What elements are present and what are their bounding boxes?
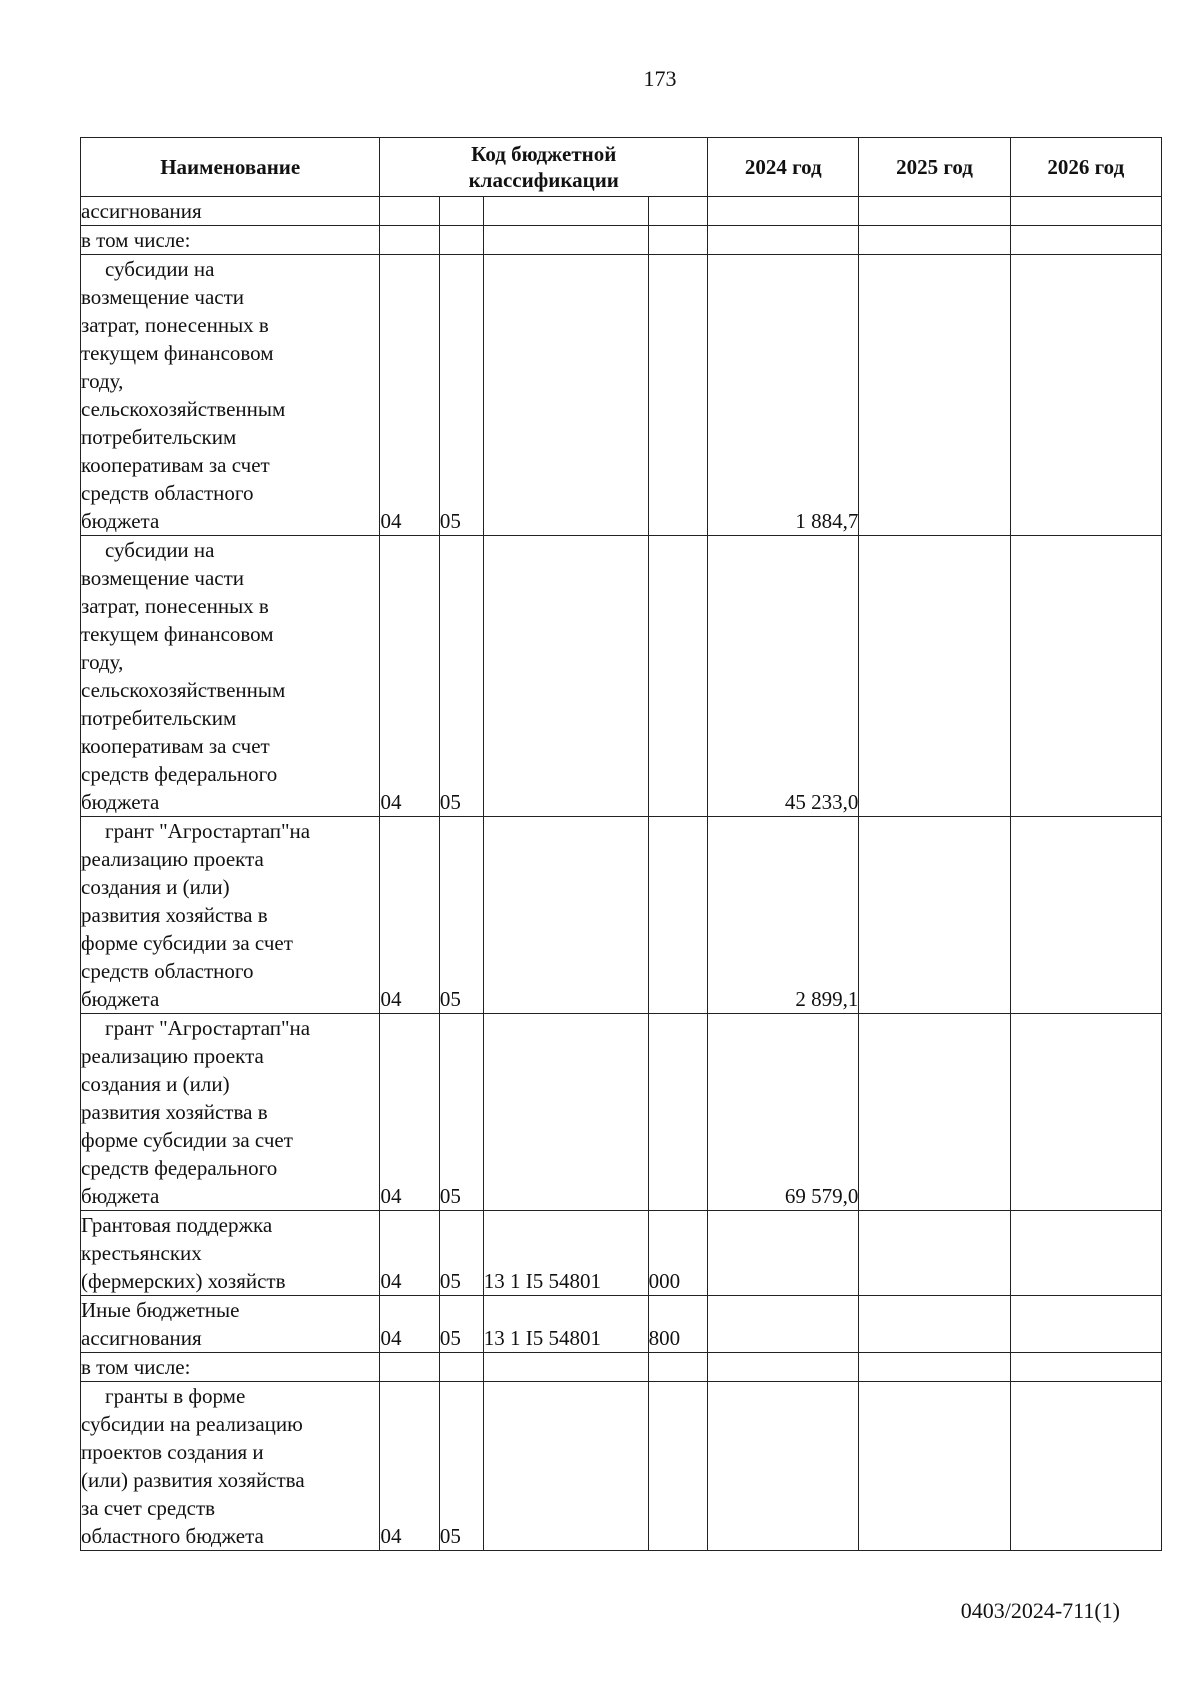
value-2024: 69 579,0 xyxy=(708,1014,859,1211)
table-row xyxy=(81,817,1162,1014)
value-2025 xyxy=(859,1211,1010,1296)
row-name-line: субсидии на xyxy=(105,257,215,281)
code-subsection: 05 xyxy=(439,1014,483,1211)
value-2025 xyxy=(859,226,1010,255)
row-name-line: потребительским xyxy=(81,706,237,730)
code-subsection: 05 xyxy=(439,1382,483,1551)
code-subsection: 05 xyxy=(439,536,483,817)
code-expense-type xyxy=(648,817,708,1014)
value-2025 xyxy=(859,817,1010,1014)
value-2026 xyxy=(1010,1382,1161,1551)
code-section: 04 xyxy=(380,1211,439,1296)
row-name-line: Иные бюджетные xyxy=(81,1298,240,1322)
row-name-line: Грантовая поддержка xyxy=(81,1213,273,1237)
code-subsection: 05 xyxy=(439,255,483,536)
table-header-row xyxy=(81,138,1162,197)
row-name-line: (или) развития хозяйства xyxy=(81,1468,305,1492)
code-target-item xyxy=(483,197,648,226)
code-section: 04 xyxy=(380,1014,439,1211)
code-subsection: 05 xyxy=(439,1211,483,1296)
table-row xyxy=(81,197,1162,226)
value-2024 xyxy=(708,1382,859,1551)
value-2025 xyxy=(859,255,1010,536)
value-2025 xyxy=(859,1382,1010,1551)
row-name-line: создания и (или) xyxy=(81,875,230,899)
header-2026: 2026 год xyxy=(1010,138,1161,197)
code-target-item xyxy=(483,255,648,536)
page-number: 173 xyxy=(643,66,677,91)
row-name-line: развития хозяйства в xyxy=(81,1100,268,1124)
row-name-line: потребительским xyxy=(81,425,237,449)
row-name-line: кооперативам за счет xyxy=(81,734,270,758)
code-expense-type xyxy=(648,255,708,536)
code-expense-type xyxy=(648,1014,708,1211)
row-name xyxy=(81,226,380,255)
row-name-line: средств областного xyxy=(81,481,254,505)
row-name-line: грант "Агростартап"на xyxy=(105,1016,311,1040)
row-name xyxy=(81,1353,380,1382)
value-2025 xyxy=(859,197,1010,226)
row-name-line: бюджета xyxy=(81,1184,160,1208)
value-2026 xyxy=(1010,817,1161,1014)
code-expense-type: 800 xyxy=(648,1296,708,1353)
row-name-line: году, xyxy=(81,650,124,674)
header-2025: 2025 год xyxy=(859,138,1010,197)
code-target-item: 13 1 I5 54801 xyxy=(483,1211,648,1296)
row-name-line: в том числе: xyxy=(81,1355,191,1379)
row-name-line: областного бюджета xyxy=(81,1524,264,1548)
value-2024 xyxy=(708,1211,859,1296)
table-row xyxy=(81,1296,1162,1353)
code-target-item xyxy=(483,817,648,1014)
code-expense-type xyxy=(648,197,708,226)
row-name-line: средств федерального xyxy=(81,1156,278,1180)
header-code: Код бюджетной классификации xyxy=(380,138,708,197)
row-name-line: средств областного xyxy=(81,959,254,983)
row-name xyxy=(81,1382,380,1551)
value-2024: 45 233,0 xyxy=(708,536,859,817)
row-name-line: развития хозяйства в xyxy=(81,903,268,927)
row-name-line: ассигнования xyxy=(81,199,202,223)
budget-table xyxy=(80,137,1162,1551)
code-section: 04 xyxy=(380,817,439,1014)
header-2024: 2024 год xyxy=(708,138,859,197)
table-row xyxy=(81,1211,1162,1296)
table-row xyxy=(81,1382,1162,1551)
value-2026 xyxy=(1010,226,1161,255)
row-name-line: форме субсидии за счет xyxy=(81,1128,293,1152)
row-name-line: проектов создания и xyxy=(81,1440,264,1464)
code-target-item xyxy=(483,1353,648,1382)
row-name-line: грант "Агростартап"на xyxy=(105,819,311,843)
row-name-line: сельскохозяйственным xyxy=(81,397,286,421)
row-name xyxy=(81,255,380,536)
code-expense-type xyxy=(648,536,708,817)
row-name-line: гранты в форме xyxy=(105,1384,246,1408)
row-name-line: субсидии на xyxy=(105,538,215,562)
row-name-line: бюджета xyxy=(81,509,160,533)
row-name xyxy=(81,1296,380,1353)
value-2024 xyxy=(708,1296,859,1353)
row-name xyxy=(81,197,380,226)
header-name: Наименование xyxy=(81,138,380,197)
row-name-line: затрат, понесенных в xyxy=(81,594,269,618)
code-expense-type xyxy=(648,226,708,255)
code-section: 04 xyxy=(380,1296,439,1353)
value-2024: 2 899,1 xyxy=(708,817,859,1014)
value-2025 xyxy=(859,1353,1010,1382)
row-name-line: реализацию проекта xyxy=(81,847,264,871)
code-section xyxy=(380,1353,439,1382)
row-name-line: году, xyxy=(81,369,124,393)
code-subsection xyxy=(439,226,483,255)
code-section xyxy=(380,197,439,226)
row-name-line: за счет средств xyxy=(81,1496,216,1520)
value-2025 xyxy=(859,1014,1010,1211)
row-name xyxy=(81,1211,380,1296)
value-2026 xyxy=(1010,536,1161,817)
value-2026 xyxy=(1010,255,1161,536)
row-name-line: бюджета xyxy=(81,987,160,1011)
code-subsection xyxy=(439,197,483,226)
value-2025 xyxy=(859,1296,1010,1353)
value-2026 xyxy=(1010,1014,1161,1211)
code-subsection: 05 xyxy=(439,817,483,1014)
value-2026 xyxy=(1010,1353,1161,1382)
code-subsection: 05 xyxy=(439,1296,483,1353)
code-section: 04 xyxy=(380,1382,439,1551)
table-row xyxy=(81,1014,1162,1211)
code-expense-type: 000 xyxy=(648,1211,708,1296)
value-2024 xyxy=(708,1353,859,1382)
row-name-line: (фермерских) хозяйств xyxy=(81,1269,286,1293)
row-name xyxy=(81,1014,380,1211)
row-name xyxy=(81,536,380,817)
row-name-line: сельскохозяйственным xyxy=(81,678,286,702)
value-2024 xyxy=(708,197,859,226)
row-name-line: форме субсидии за счет xyxy=(81,931,293,955)
row-name-line: ассигнования xyxy=(81,1326,202,1350)
row-name xyxy=(81,817,380,1014)
code-target-item xyxy=(483,1382,648,1551)
row-name-line: затрат, понесенных в xyxy=(81,313,269,337)
code-target-item xyxy=(483,226,648,255)
value-2026 xyxy=(1010,197,1161,226)
value-2026 xyxy=(1010,1211,1161,1296)
row-name-line: реализацию проекта xyxy=(81,1044,264,1068)
code-target-item xyxy=(483,1014,648,1211)
row-name-line: создания и (или) xyxy=(81,1072,230,1096)
value-2025 xyxy=(859,536,1010,817)
document-code: 0403/2024-711(1) xyxy=(960,1598,1120,1623)
row-name-line: бюджета xyxy=(81,790,160,814)
code-section xyxy=(380,226,439,255)
code-target-item xyxy=(483,536,648,817)
table-body xyxy=(81,197,1162,1551)
code-subsection xyxy=(439,1353,483,1382)
value-2026 xyxy=(1010,1296,1161,1353)
row-name-line: текущем финансовом xyxy=(81,341,274,365)
code-expense-type xyxy=(648,1382,708,1551)
row-name-line: крестьянских xyxy=(81,1241,202,1265)
code-section: 04 xyxy=(380,255,439,536)
code-section: 04 xyxy=(380,536,439,817)
row-name-line: возмещение части xyxy=(81,285,245,309)
row-name-line: субсидии на реализацию xyxy=(81,1412,303,1436)
row-name-line: средств федерального xyxy=(81,762,278,786)
table-row xyxy=(81,226,1162,255)
code-target-item: 13 1 I5 54801 xyxy=(483,1296,648,1353)
row-name-line: кооперативам за счет xyxy=(81,453,270,477)
row-name-line: текущем финансовом xyxy=(81,622,274,646)
table-row xyxy=(81,536,1162,817)
value-2024 xyxy=(708,226,859,255)
table-row xyxy=(81,255,1162,536)
code-expense-type xyxy=(648,1353,708,1382)
row-name-line: в том числе: xyxy=(81,228,191,252)
row-name-line: возмещение части xyxy=(81,566,245,590)
table-row xyxy=(81,1353,1162,1382)
value-2024: 1 884,7 xyxy=(708,255,859,536)
